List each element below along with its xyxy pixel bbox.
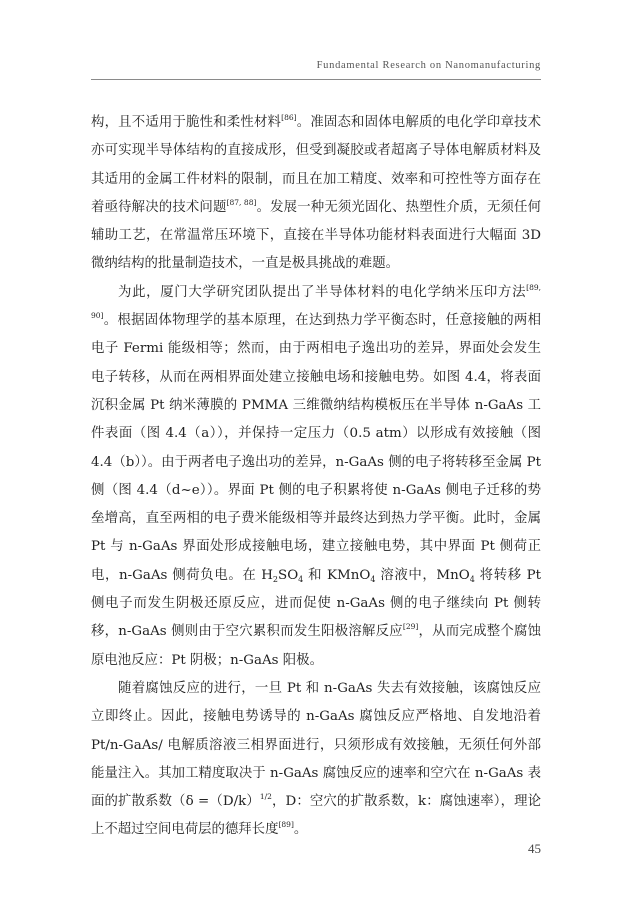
body-text [91,109,541,845]
paragraph-1-text: 。发展一种无须光固化、热塑性介质，无须任何辅助工艺，在常温常压环境下，直接在半导体功能材料表面进行大幅面 3D 微纳结构的批量制造技术，一直是极具挑战的难题。 [91,199,542,272]
citation-86: [86] [281,113,297,122]
paragraph-3 [91,675,541,845]
citation-29: [29] [402,622,419,632]
subscript: 4 [298,574,304,584]
paragraph-2-text: 。根据固体物理学的基本原理，在达到热力学平衡态时，任意接触的两相电子 Fermi 能级相等；然而，由于两相电子逸出功的差异，界面处会发生电子转移，从而在两相界面处建立接触电场和接触电势。如图 4.4，将表面沉积金属 Pt 纳米薄膜的 PMMA 三维微纳结构模板压在半导体 n-GaAs 工件表面（图 4.4（a）），并保持一定压力（0.5 atm）以形成有效接触（图 4.4（b））。由于两者电子逸出功的差异，n-GaAs 侧的电子将转移至金属 Pt 侧（图 4.4（d~e））。界面 Pt 侧的电子积累将使 n-GaAs 侧电子迁移的势垒增高，直至两相的电子费米能级相等并最终达到热力学平衡。此时，金属 Pt 与 n-GaAs 界面处形成接触电场，建立接触电势，其中界面 Pt 侧荷正电，n-GaAs 侧荷负电。在 H [91,313,541,583]
paragraph-2-text: 为此，厦门大学研究团队提出了半导体材料的电化学纳米压印方法 [118,284,527,300]
paragraph-1-text: 构，且不适用于脆性和柔性材料 [91,115,282,130]
paragraph-2-text: 和 KMnO [303,567,371,583]
subscript: 4 [370,574,376,584]
header-rule [91,79,541,80]
paragraph-1-text: 。准固态和固体电解质的电化学印章技术亦可实现半导体结构的直接成形，但受到凝胶或者超离子导体电解质材料及其适用的金属工件材料的限制，而且在加工精度、效率和可控性等方面存在着亟待解决的技术问题 [91,115,542,215]
paragraph-2-text: 溶液中，MnO [375,567,470,583]
paragraph-3-text: ，D：空穴的扩散系数，k：腐蚀速率），理论上不超过空间电荷层的德拜长度 [91,794,541,838]
paragraph-1 [91,109,541,279]
paragraph-3-text: 随着腐蚀反应的进行，一旦 Pt 和 n-GaAs 失去有效接触，该腐蚀反应立即终止。因此，接触电势诱导的 n-GaAs 腐蚀反应严格地、自发地沿着 Pt/n-GaAs/ 电解质溶液三相界面进行，只须形成有效接触，无须任何外部能量注入。其加工精度取决于 n-GaAs 腐蚀反应的速率和空穴在 n-GaAs 表面的扩散系数（δ =（D/k） [91,680,541,810]
page-number: 45 [528,841,541,856]
subscript: 4 [469,574,475,584]
paragraph-3-text: 。 [293,822,308,838]
paragraph-2-text: SO [278,567,299,583]
citation-89-90: [89, 90] [91,282,541,321]
citation-87-88: [87, 88] [226,197,257,207]
paragraph-2-text: ，从而完成整个腐蚀原电池反应：Pt 阴极；n-GaAs 阳极。 [91,624,541,668]
citation-89: [89] [278,820,294,830]
paragraph-2-text: 将转移 Pt 侧电子而发生阴极还原反应，进而促使 n-GaAs 侧的电子继续向 Pt 侧转移，n-GaAs 侧则由于空穴累积而发生阳极溶解反应 [91,567,541,640]
running-title: Fundamental Research on Nanomanufacturing [316,60,541,71]
paragraph-2 [91,279,541,675]
subscript: 2 [272,574,279,584]
superscript: 1/2 [259,792,272,802]
